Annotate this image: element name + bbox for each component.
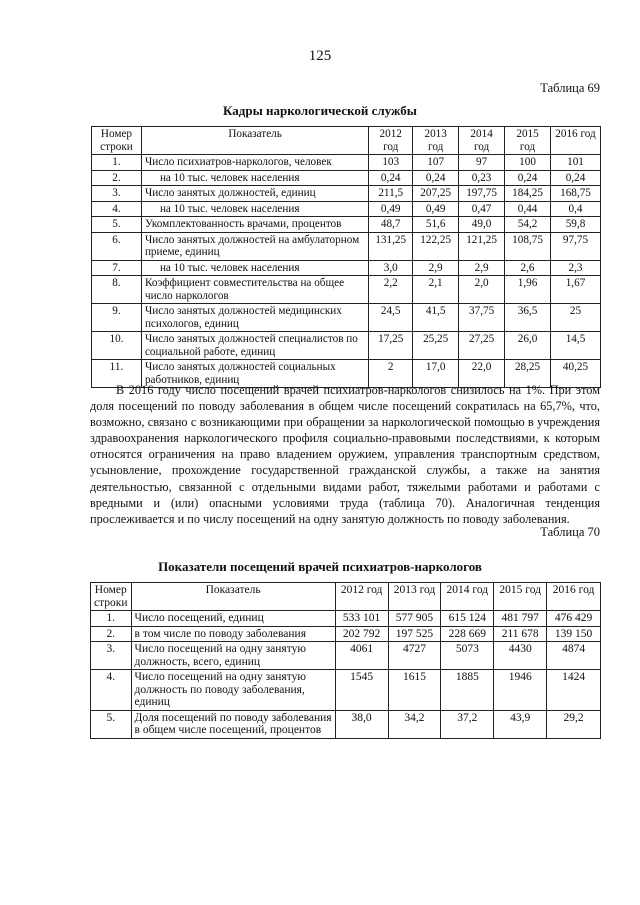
value-cell: 36,5	[505, 304, 551, 332]
value-cell: 1885	[441, 670, 494, 711]
value-cell: 1424	[547, 670, 601, 711]
value-cell: 5073	[441, 642, 494, 670]
table-row	[92, 201, 601, 217]
indicator-cell: Число занятых должностей специалистов по социальной работе, единиц	[141, 332, 368, 360]
value-cell: 51,6	[413, 217, 459, 233]
value-cell: 2,1	[413, 276, 459, 304]
value-cell: 0,24	[413, 170, 459, 186]
value-cell: 4061	[335, 642, 388, 670]
indicator-cell: Число посещений на одну занятую должность, всего, единиц	[131, 642, 335, 670]
value-cell: 14,5	[551, 332, 601, 360]
value-cell: 29,2	[547, 710, 601, 738]
value-cell: 2	[369, 360, 413, 388]
value-cell: 0,24	[369, 170, 413, 186]
value-cell: 2,0	[459, 276, 505, 304]
indicator-cell: Число занятых должностей социальных работников, единиц	[141, 360, 368, 388]
row-number-cell: 5.	[92, 217, 142, 233]
table-row	[92, 217, 601, 233]
value-cell: 1,96	[505, 276, 551, 304]
table-row	[91, 611, 601, 627]
value-cell: 168,75	[551, 186, 601, 202]
page-number: 125	[308, 48, 332, 64]
value-cell: 211,5	[369, 186, 413, 202]
value-cell: 54,2	[505, 217, 551, 233]
column-header-year: 2014 год	[459, 127, 505, 155]
table-70	[90, 582, 601, 739]
table-header-row	[92, 127, 601, 155]
value-cell: 1946	[494, 670, 547, 711]
column-header-year: 2015 год	[505, 127, 551, 155]
indicator-cell: Доля посещений по поводу заболевания в общем числе посещений, процентов	[131, 710, 335, 738]
column-header-year: 2016 год	[551, 127, 601, 155]
value-cell: 121,25	[459, 232, 505, 260]
value-cell: 108,75	[505, 232, 551, 260]
value-cell: 0,4	[551, 201, 601, 217]
value-cell: 28,25	[505, 360, 551, 388]
indicator-cell: Укомплектованность врачами, процентов	[141, 217, 368, 233]
value-cell: 97,75	[551, 232, 601, 260]
table-header-row	[91, 583, 601, 611]
value-cell: 1,67	[551, 276, 601, 304]
indicator-cell: Число психиатров-наркологов, человек	[141, 155, 368, 171]
value-cell: 577 905	[388, 611, 441, 627]
value-cell: 481 797	[494, 611, 547, 627]
value-cell: 2,9	[413, 260, 459, 276]
table-row	[92, 232, 601, 260]
indicator-cell: Число занятых должностей на амбулаторном приеме, единиц	[141, 232, 368, 260]
table-row	[91, 670, 601, 711]
value-cell: 0,49	[369, 201, 413, 217]
value-cell: 103	[369, 155, 413, 171]
value-cell: 0,49	[413, 201, 459, 217]
table-row	[92, 170, 601, 186]
indicator-cell: Коэффициент совместительства на общее число наркологов	[141, 276, 368, 304]
value-cell: 37,75	[459, 304, 505, 332]
value-cell: 37,2	[441, 710, 494, 738]
table-row	[91, 710, 601, 738]
value-cell: 197,75	[459, 186, 505, 202]
column-header-year: 2013 год	[388, 583, 441, 611]
table-69-caption: Таблица 69	[540, 81, 600, 95]
row-number-cell: 3.	[91, 642, 132, 670]
value-cell: 48,7	[369, 217, 413, 233]
value-cell: 59,8	[551, 217, 601, 233]
column-header-year: 2016 год	[547, 583, 601, 611]
row-number-cell: 5.	[91, 710, 132, 738]
column-header-year: 2014 год	[441, 583, 494, 611]
value-cell: 49,0	[459, 217, 505, 233]
value-cell: 40,25	[551, 360, 601, 388]
value-cell: 615 124	[441, 611, 494, 627]
value-cell: 100	[505, 155, 551, 171]
value-cell: 2,6	[505, 260, 551, 276]
value-cell: 0,23	[459, 170, 505, 186]
value-cell: 228 669	[441, 626, 494, 642]
value-cell: 25	[551, 304, 601, 332]
column-header-year: 2012 год	[369, 127, 413, 155]
value-cell: 1615	[388, 670, 441, 711]
table-row	[92, 304, 601, 332]
value-cell: 101	[551, 155, 601, 171]
value-cell: 122,25	[413, 232, 459, 260]
value-cell: 22,0	[459, 360, 505, 388]
row-number-cell: 11.	[92, 360, 142, 388]
row-number-cell: 2.	[91, 626, 132, 642]
value-cell: 533 101	[335, 611, 388, 627]
table-row	[91, 626, 601, 642]
column-header-indicator: Показатель	[131, 583, 335, 611]
table-69	[91, 126, 601, 388]
row-number-cell: 6.	[92, 232, 142, 260]
row-number-cell: 1.	[92, 155, 142, 171]
row-number-cell: 8.	[92, 276, 142, 304]
value-cell: 0,44	[505, 201, 551, 217]
value-cell: 4874	[547, 642, 601, 670]
value-cell: 184,25	[505, 186, 551, 202]
indicator-cell: на 10 тыс. человек населения	[141, 260, 368, 276]
table-row	[92, 186, 601, 202]
value-cell: 17,0	[413, 360, 459, 388]
row-number-cell: 1.	[91, 611, 132, 627]
row-number-cell: 7.	[92, 260, 142, 276]
value-cell: 197 525	[388, 626, 441, 642]
value-cell: 2,3	[551, 260, 601, 276]
row-number-cell: 10.	[92, 332, 142, 360]
column-header-year: 2013 год	[413, 127, 459, 155]
column-header-year: 2012 год	[335, 583, 388, 611]
indicator-cell: Число посещений на одну занятую должность по поводу заболевания, единиц	[131, 670, 335, 711]
indicator-cell: Число занятых должностей медицинских психологов, единиц	[141, 304, 368, 332]
table-row	[92, 155, 601, 171]
indicator-cell: на 10 тыс. человек населения	[141, 170, 368, 186]
table-row	[92, 260, 601, 276]
value-cell: 43,9	[494, 710, 547, 738]
value-cell: 107	[413, 155, 459, 171]
table-row	[92, 332, 601, 360]
value-cell: 41,5	[413, 304, 459, 332]
value-cell: 24,5	[369, 304, 413, 332]
row-number-cell: 2.	[92, 170, 142, 186]
value-cell: 34,2	[388, 710, 441, 738]
row-number-cell: 4.	[92, 201, 142, 217]
value-cell: 476 429	[547, 611, 601, 627]
value-cell: 26,0	[505, 332, 551, 360]
indicator-cell: Число занятых должностей, единиц	[141, 186, 368, 202]
value-cell: 17,25	[369, 332, 413, 360]
value-cell: 131,25	[369, 232, 413, 260]
value-cell: 25,25	[413, 332, 459, 360]
value-cell: 0,24	[505, 170, 551, 186]
value-cell: 3,0	[369, 260, 413, 276]
indicator-cell: в том числе по поводу заболевания	[131, 626, 335, 642]
value-cell: 4430	[494, 642, 547, 670]
value-cell: 0,24	[551, 170, 601, 186]
table-70-title: Показатели посещений врачей психиатров-наркологов	[158, 559, 482, 574]
value-cell: 97	[459, 155, 505, 171]
indicator-cell: Число посещений, единиц	[131, 611, 335, 627]
value-cell: 139 150	[547, 626, 601, 642]
value-cell: 202 792	[335, 626, 388, 642]
value-cell: 1545	[335, 670, 388, 711]
column-header-year: 2015 год	[494, 583, 547, 611]
column-header-row-no: Номер строки	[91, 583, 132, 611]
table-70-caption: Таблица 70	[540, 525, 600, 539]
value-cell: 207,25	[413, 186, 459, 202]
body-paragraph: В 2016 году число посещений врачей психиатров-наркологов снизилось на 1%. При этом доля посещений по поводу заболевания в общем числе посещений сократилась на 65,7%, что, возможно, связано с возникающими при обращении за наркологической помощью в учреждения здравоохранения наркологического профиля социально-правовыми последствиями, к которым относятся ограничения на право владением оружием, управления транспортным средством, усыновление, прохождение государственной гражданской службы, а также на занятия деятельностью, связанной с отдельными видами работ, тяжелыми работами и работами с вредными и (или) опасными условиями труда (таблица 70). Аналогичная тенденция прослеживается и по числу посещений на одну занятую должность по поводу заболевания.	[90, 383, 600, 526]
value-cell: 211 678	[494, 626, 547, 642]
value-cell: 38,0	[335, 710, 388, 738]
table-row	[92, 276, 601, 304]
indicator-cell: на 10 тыс. человек населения	[141, 201, 368, 217]
column-header-indicator: Показатель	[141, 127, 368, 155]
value-cell: 2,2	[369, 276, 413, 304]
table-69-title: Кадры наркологической службы	[223, 103, 417, 118]
value-cell: 4727	[388, 642, 441, 670]
column-header-row-no: Номер строки	[92, 127, 142, 155]
row-number-cell: 9.	[92, 304, 142, 332]
value-cell: 0,47	[459, 201, 505, 217]
value-cell: 2,9	[459, 260, 505, 276]
row-number-cell: 3.	[92, 186, 142, 202]
value-cell: 27,25	[459, 332, 505, 360]
row-number-cell: 4.	[91, 670, 132, 711]
table-row	[91, 642, 601, 670]
